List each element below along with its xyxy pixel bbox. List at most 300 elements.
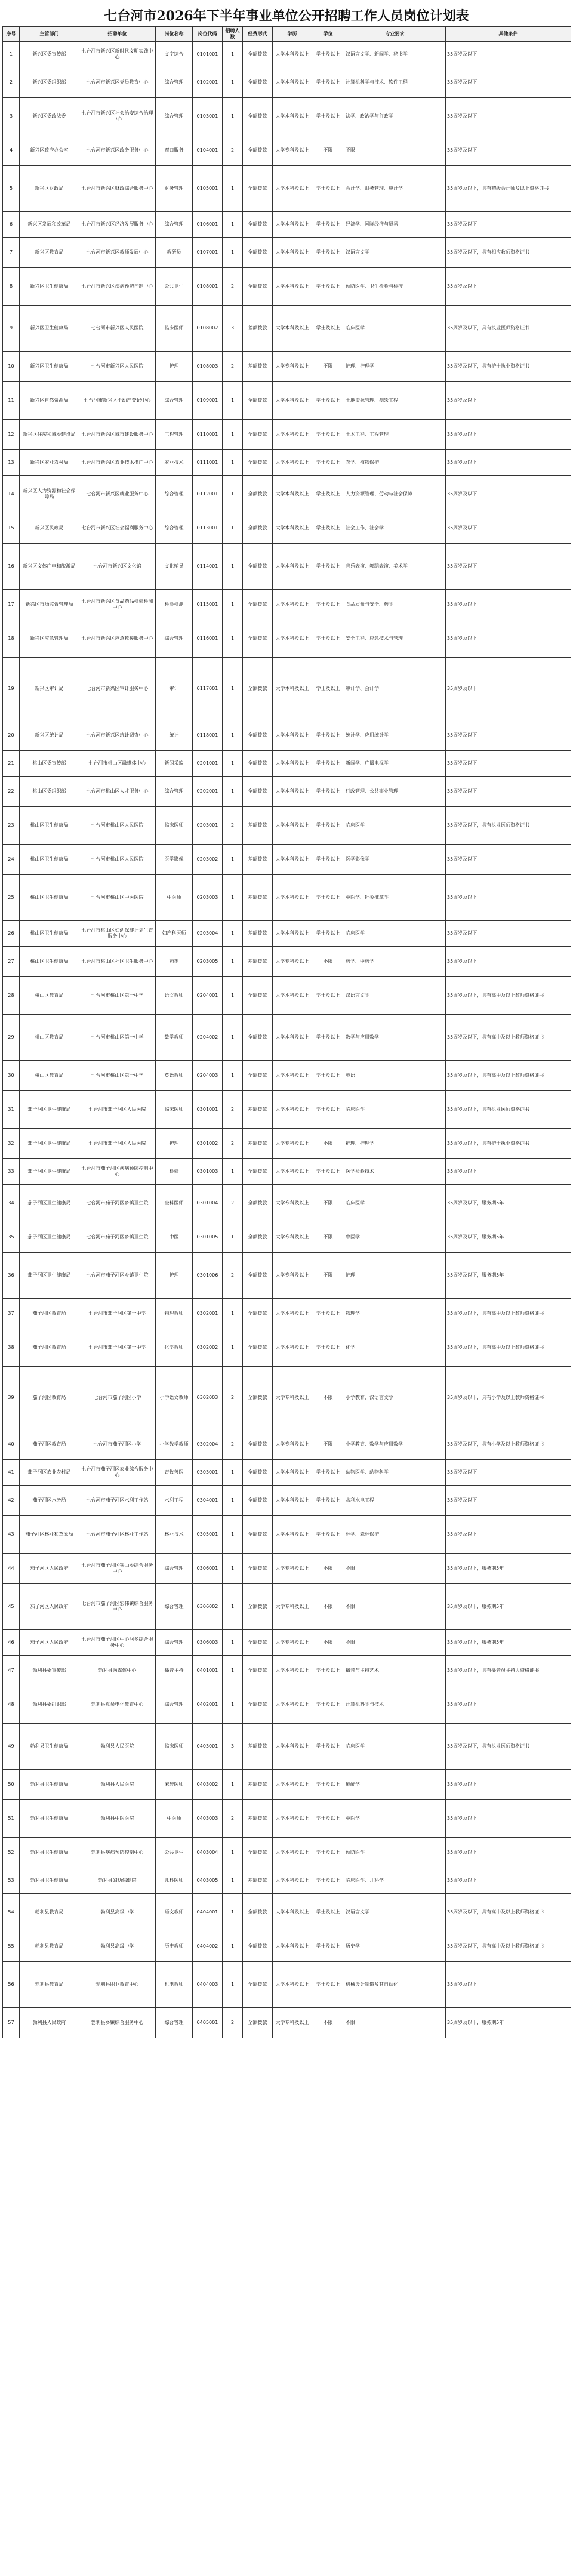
col-unit-cell: 七台河市新兴区疾病预防控制中心 — [79, 268, 156, 306]
col-unit-cell: 七台河市茄子河区宏伟镇综合服务中心 — [79, 1584, 156, 1630]
col-department-cell: 茄子河区卫生健康局 — [20, 1222, 79, 1253]
col-position-cell: 综合管理 — [156, 777, 193, 807]
col-other-cell: 35周岁及以下，具有小学及以上教师资格证书 — [446, 1367, 571, 1429]
col-department-cell: 茄子河区水务局 — [20, 1486, 79, 1516]
col-education-cell: 大学本科及以上 — [273, 67, 312, 98]
col-unit-cell: 七台河市新兴区新时代文明实践中心 — [79, 42, 156, 67]
col-index-cell: 42 — [3, 1486, 20, 1516]
col-unit-cell: 七台河市新兴区社会福利服务中心 — [79, 513, 156, 544]
col-education-cell: 大学专科及以上 — [273, 1630, 312, 1656]
col-index-cell: 29 — [3, 1015, 20, 1061]
col-education-cell: 大学本科及以上 — [273, 382, 312, 420]
col-degree-cell: 学士及以上 — [312, 620, 344, 658]
col-count-cell: 2 — [223, 1800, 243, 1838]
col-department-cell: 新兴区委宣传部 — [20, 42, 79, 67]
col-code-cell: 0403004 — [193, 1838, 223, 1868]
col-degree-cell: 学士及以上 — [312, 1061, 344, 1091]
col-index-cell: 1 — [3, 42, 20, 67]
col-position-cell: 文字综合 — [156, 42, 193, 67]
col-count-cell: 1 — [223, 212, 243, 238]
col-index-cell: 39 — [3, 1367, 20, 1429]
col-code-cell: 0203003 — [193, 875, 223, 921]
col-unit-cell: 七台河市新兴区财政综合服务中心 — [79, 166, 156, 212]
col-department-cell: 勃利县委组织部 — [20, 1686, 79, 1724]
col-unit-cell: 七台河市桃山区人民医院 — [79, 845, 156, 875]
table-row — [3, 352, 571, 382]
col-other-cell: 35周岁及以下 — [446, 67, 571, 98]
col-major-cell: 临床医学 — [344, 306, 446, 352]
col-degree-cell: 学士及以上 — [312, 1894, 344, 1931]
col-code-cell: 0306003 — [193, 1630, 223, 1656]
col-code-cell: 0104001 — [193, 135, 223, 166]
col-position-cell: 护理 — [156, 1129, 193, 1159]
col-department-cell: 桃山区卫生健康局 — [20, 921, 79, 947]
col-code-cell: 0105001 — [193, 166, 223, 212]
col-index-cell: 15 — [3, 513, 20, 544]
col-code-cell: 0305001 — [193, 1516, 223, 1554]
col-code-cell: 0301006 — [193, 1253, 223, 1299]
col-degree-cell: 学士及以上 — [312, 1460, 344, 1486]
col-position-cell: 综合管理 — [156, 1686, 193, 1724]
col-funding-cell: 全额拨款 — [243, 977, 273, 1015]
table-row — [3, 1630, 571, 1656]
col-major-cell: 中医学、针灸推拿学 — [344, 875, 446, 921]
col-other-cell: 35周岁及以下 — [446, 42, 571, 67]
col-major-cell: 临床医学、儿科学 — [344, 1868, 446, 1894]
col-education-cell: 大学本科及以上 — [273, 977, 312, 1015]
col-education-cell: 大学本科及以上 — [273, 1159, 312, 1185]
col-major-cell: 小学教育、汉语言文学 — [344, 1367, 446, 1429]
col-index-cell: 34 — [3, 1185, 20, 1222]
col-education-cell: 大学本科及以上 — [273, 1460, 312, 1486]
col-department-cell: 勃利县卫生健康局 — [20, 1868, 79, 1894]
col-count-cell: 1 — [223, 1838, 243, 1868]
col-code-cell: 0302003 — [193, 1367, 223, 1429]
col-funding-cell: 全额拨款 — [243, 98, 273, 135]
table-row — [3, 1460, 571, 1486]
col-index-cell: 20 — [3, 720, 20, 751]
col-education-cell: 大学本科及以上 — [273, 1656, 312, 1686]
col-other-cell: 35周岁及以下，具有初级会计师及以上资格证书 — [446, 166, 571, 212]
col-position-cell: 综合管理 — [156, 2008, 193, 2038]
col-degree-cell: 学士及以上 — [312, 544, 344, 590]
table-row — [3, 1486, 571, 1516]
col-index-cell: 48 — [3, 1686, 20, 1724]
col-education-cell: 大学本科及以上 — [273, 590, 312, 620]
col-funding-cell: 全额拨款 — [243, 1516, 273, 1554]
col-unit-cell: 勃利县人民医院 — [79, 1724, 156, 1770]
col-index-header: 序号 — [3, 27, 20, 42]
col-count-cell: 1 — [223, 1931, 243, 1962]
col-position-cell: 综合管理 — [156, 513, 193, 544]
col-count-cell: 1 — [223, 476, 243, 513]
col-unit-cell: 勃利县融媒体中心 — [79, 1656, 156, 1686]
col-department-cell: 茄子河区卫生健康局 — [20, 1159, 79, 1185]
col-degree-cell: 学士及以上 — [312, 268, 344, 306]
col-position-cell: 小学语文教师 — [156, 1367, 193, 1429]
col-unit-cell: 七台河市茄子河区铁山乡综合服务中心 — [79, 1554, 156, 1584]
col-education-cell: 大学本科及以上 — [273, 1686, 312, 1724]
col-major-cell: 临床医学 — [344, 1091, 446, 1129]
col-other-cell: 35周岁及以下 — [446, 658, 571, 720]
col-education-cell: 大学本科及以上 — [273, 921, 312, 947]
table-row — [3, 1962, 571, 2008]
col-funding-cell: 全额拨款 — [243, 1630, 273, 1656]
col-unit-cell: 七台河市桃山区第一中学 — [79, 1061, 156, 1091]
col-department-cell: 勃利县卫生健康局 — [20, 1724, 79, 1770]
col-count-cell: 2 — [223, 807, 243, 845]
col-degree-cell: 学士及以上 — [312, 1931, 344, 1962]
col-major-cell: 播音与主持艺术 — [344, 1656, 446, 1686]
col-department-cell: 勃利县卫生健康局 — [20, 1800, 79, 1838]
col-other-cell: 35周岁及以下，具有高中及以上教师资格证书 — [446, 1931, 571, 1962]
col-position-cell: 全科医师 — [156, 1185, 193, 1222]
col-other-cell: 35周岁及以下 — [446, 476, 571, 513]
table-row — [3, 620, 571, 658]
col-education-cell: 大学本科及以上 — [273, 306, 312, 352]
table-row — [3, 658, 571, 720]
col-education-cell: 大学本科及以上 — [273, 476, 312, 513]
col-other-cell: 35周岁及以下 — [446, 420, 571, 450]
col-code-cell: 0204001 — [193, 977, 223, 1015]
col-funding-cell: 全额拨款 — [243, 1894, 273, 1931]
table-row — [3, 1656, 571, 1686]
col-position-cell: 综合管理 — [156, 620, 193, 658]
col-degree-cell: 学士及以上 — [312, 977, 344, 1015]
col-education-cell: 大学本科及以上 — [273, 751, 312, 777]
col-position-cell: 护理 — [156, 1253, 193, 1299]
table-row — [3, 1770, 571, 1800]
col-major-cell: 物理学 — [344, 1299, 446, 1329]
col-major-cell: 不限 — [344, 1630, 446, 1656]
col-major-cell: 中医学 — [344, 1800, 446, 1838]
col-unit-cell: 勃利县职业教育中心 — [79, 1962, 156, 2008]
col-index-cell: 6 — [3, 212, 20, 238]
table-row — [3, 1800, 571, 1838]
col-position-cell: 临床医师 — [156, 1091, 193, 1129]
col-major-cell: 汉语言文学、新闻学、秘书学 — [344, 42, 446, 67]
col-major-cell: 历史学 — [344, 1931, 446, 1962]
col-index-cell: 13 — [3, 450, 20, 476]
col-education-cell: 大学专科及以上 — [273, 947, 312, 977]
col-education-cell: 大学本科及以上 — [273, 268, 312, 306]
col-code-cell: 0203002 — [193, 845, 223, 875]
col-code-cell: 0302004 — [193, 1429, 223, 1460]
col-other-cell: 35周岁及以下 — [446, 1770, 571, 1800]
col-other-cell: 35周岁及以下 — [446, 590, 571, 620]
col-major-cell: 动物医学、动物科学 — [344, 1460, 446, 1486]
table-row — [3, 420, 571, 450]
table-row — [3, 42, 571, 67]
col-other-cell: 35周岁及以下，具有高中及以上教师资格证书 — [446, 977, 571, 1015]
table-row — [3, 1185, 571, 1222]
col-degree-header: 学位 — [312, 27, 344, 42]
col-code-cell: 0301002 — [193, 1129, 223, 1159]
col-major-cell: 不限 — [344, 135, 446, 166]
col-funding-cell: 差额拨款 — [243, 1724, 273, 1770]
col-major-cell: 社会工作、社会学 — [344, 513, 446, 544]
col-code-cell: 0403002 — [193, 1770, 223, 1800]
col-index-cell: 40 — [3, 1429, 20, 1460]
col-education-cell: 大学本科及以上 — [273, 875, 312, 921]
col-education-cell: 大学本科及以上 — [273, 1329, 312, 1367]
col-major-cell: 新闻学、广播电视学 — [344, 751, 446, 777]
col-major-cell: 法学、政治学与行政学 — [344, 98, 446, 135]
col-index-cell: 24 — [3, 845, 20, 875]
col-index-cell: 22 — [3, 777, 20, 807]
col-degree-cell: 不限 — [312, 1367, 344, 1429]
col-count-cell: 1 — [223, 98, 243, 135]
col-position-cell: 检验检测 — [156, 590, 193, 620]
col-index-cell: 12 — [3, 420, 20, 450]
col-other-cell: 35周岁及以下，具有高中及以上教师资格证书 — [446, 1299, 571, 1329]
col-count-cell: 1 — [223, 720, 243, 751]
col-department-cell: 新兴区文体广电和旅游局 — [20, 544, 79, 590]
col-code-cell: 0103001 — [193, 98, 223, 135]
col-education-cell: 大学本科及以上 — [273, 807, 312, 845]
col-unit-cell: 七台河市茄子河区乡镇卫生院 — [79, 1222, 156, 1253]
col-department-cell: 茄子河区教育局 — [20, 1429, 79, 1460]
col-code-cell: 0304001 — [193, 1486, 223, 1516]
col-major-cell: 汉语言文学 — [344, 977, 446, 1015]
col-unit-cell: 勃利县高级中学 — [79, 1894, 156, 1931]
col-department-cell: 新兴区人力资源和社会保障局 — [20, 476, 79, 513]
col-department-cell: 勃利县教育局 — [20, 1962, 79, 2008]
table-row — [3, 1222, 571, 1253]
col-major-cell: 土地资源管理、测绘工程 — [344, 382, 446, 420]
col-count-cell: 1 — [223, 1962, 243, 2008]
table-row — [3, 450, 571, 476]
col-department-cell: 勃利县教育局 — [20, 1931, 79, 1962]
col-position-cell: 妇产科医师 — [156, 921, 193, 947]
table-row — [3, 513, 571, 544]
col-index-cell: 10 — [3, 352, 20, 382]
col-code-cell: 0204002 — [193, 1015, 223, 1061]
col-funding-cell: 全额拨款 — [243, 450, 273, 476]
col-count-cell: 1 — [223, 777, 243, 807]
col-unit-cell: 七台河市新兴区不动产登记中心 — [79, 382, 156, 420]
table-row — [3, 98, 571, 135]
col-department-cell: 茄子河区教育局 — [20, 1367, 79, 1429]
col-code-cell: 0112001 — [193, 476, 223, 513]
col-unit-header: 招聘单位 — [79, 27, 156, 42]
col-unit-cell: 七台河市新兴区人民医院 — [79, 306, 156, 352]
col-major-cell: 汉语言文学 — [344, 1894, 446, 1931]
col-major-cell: 音乐表演、舞蹈表演、美术学 — [344, 544, 446, 590]
col-unit-cell: 七台河市茄子河区疾病预防控制中心 — [79, 1159, 156, 1185]
col-department-cell: 新兴区委组织部 — [20, 67, 79, 98]
col-education-cell: 大学专科及以上 — [273, 1129, 312, 1159]
table-row — [3, 1429, 571, 1460]
col-funding-cell: 全额拨款 — [243, 1554, 273, 1584]
col-major-cell: 护理 — [344, 1253, 446, 1299]
col-funding-cell: 全额拨款 — [243, 1367, 273, 1429]
col-funding-cell: 全额拨款 — [243, 212, 273, 238]
col-funding-cell: 差额拨款 — [243, 845, 273, 875]
col-degree-cell: 学士及以上 — [312, 1656, 344, 1686]
col-funding-cell: 差额拨款 — [243, 352, 273, 382]
col-education-cell: 大学本科及以上 — [273, 166, 312, 212]
col-education-header: 学历 — [273, 27, 312, 42]
col-major-cell: 审计学、会计学 — [344, 658, 446, 720]
col-position-cell: 综合管理 — [156, 1630, 193, 1656]
col-position-cell: 综合管理 — [156, 67, 193, 98]
col-index-cell: 36 — [3, 1253, 20, 1299]
col-code-cell: 0403005 — [193, 1868, 223, 1894]
col-code-cell: 0301001 — [193, 1091, 223, 1129]
col-code-cell: 0404003 — [193, 1962, 223, 2008]
col-funding-cell: 差额拨款 — [243, 1868, 273, 1894]
col-position-cell: 中医师 — [156, 1800, 193, 1838]
col-count-cell: 2 — [223, 1185, 243, 1222]
col-code-cell: 0306002 — [193, 1584, 223, 1630]
table-row — [3, 306, 571, 352]
col-degree-cell: 学士及以上 — [312, 845, 344, 875]
col-count-cell: 1 — [223, 947, 243, 977]
col-count-cell: 1 — [223, 845, 243, 875]
col-major-cell: 林学、森林保护 — [344, 1516, 446, 1554]
col-department-cell: 茄子河区卫生健康局 — [20, 1253, 79, 1299]
col-funding-cell: 全额拨款 — [243, 1838, 273, 1868]
col-major-cell: 小学教育、数学与应用数学 — [344, 1429, 446, 1460]
col-funding-cell: 全额拨款 — [243, 1429, 273, 1460]
col-code-cell: 0113001 — [193, 513, 223, 544]
col-major-cell: 临床医学 — [344, 921, 446, 947]
col-index-cell: 54 — [3, 1894, 20, 1931]
col-other-cell: 35周岁及以下，服务期5年 — [446, 1554, 571, 1584]
table-row — [3, 1931, 571, 1962]
col-unit-cell: 七台河市新兴区政务服务中心 — [79, 135, 156, 166]
col-code-cell: 0108003 — [193, 352, 223, 382]
col-degree-cell: 不限 — [312, 1554, 344, 1584]
table-row — [3, 1015, 571, 1061]
col-count-cell: 2 — [223, 268, 243, 306]
col-index-cell: 5 — [3, 166, 20, 212]
col-code-cell: 0302002 — [193, 1329, 223, 1367]
col-other-cell: 35周岁及以下，具有高中及以上教师资格证书 — [446, 1894, 571, 1931]
col-education-cell: 大学专科及以上 — [273, 352, 312, 382]
col-code-cell: 0202001 — [193, 777, 223, 807]
col-code-cell: 0203001 — [193, 807, 223, 845]
col-education-cell: 大学专科及以上 — [273, 1554, 312, 1584]
col-unit-cell: 七台河市桃山区第一中学 — [79, 977, 156, 1015]
table-row — [3, 1367, 571, 1429]
col-count-cell: 1 — [223, 1329, 243, 1367]
col-other-cell: 35周岁及以下 — [446, 1159, 571, 1185]
col-unit-cell: 七台河市新兴区应急救援服务中心 — [79, 620, 156, 658]
col-index-cell: 43 — [3, 1516, 20, 1554]
col-count-cell: 1 — [223, 1656, 243, 1686]
col-index-cell: 27 — [3, 947, 20, 977]
col-code-cell: 0404001 — [193, 1894, 223, 1931]
col-index-cell: 28 — [3, 977, 20, 1015]
col-other-cell: 35周岁及以下 — [446, 450, 571, 476]
col-degree-cell: 学士及以上 — [312, 590, 344, 620]
recruitment-table — [2, 26, 571, 2038]
col-code-cell: 0117001 — [193, 658, 223, 720]
col-index-cell: 4 — [3, 135, 20, 166]
col-funding-cell: 全额拨款 — [243, 513, 273, 544]
col-position-cell: 检验 — [156, 1159, 193, 1185]
table-row — [3, 1686, 571, 1724]
col-index-cell: 51 — [3, 1800, 20, 1838]
col-other-cell: 35周岁及以下，具有执业医师资格证书 — [446, 306, 571, 352]
col-major-cell: 行政管理、公共事业管理 — [344, 777, 446, 807]
col-funding-cell: 差额拨款 — [243, 1129, 273, 1159]
col-department-cell: 新兴区自然资源局 — [20, 382, 79, 420]
table-row — [3, 1329, 571, 1367]
col-count-cell: 1 — [223, 1770, 243, 1800]
col-unit-cell: 七台河市桃山区中医医院 — [79, 875, 156, 921]
col-department-cell: 茄子河区人民政府 — [20, 1630, 79, 1656]
col-other-cell: 35周岁及以下 — [446, 620, 571, 658]
col-code-cell: 0403001 — [193, 1724, 223, 1770]
col-major-cell: 药学、中药学 — [344, 947, 446, 977]
col-index-cell: 17 — [3, 590, 20, 620]
col-department-cell: 新兴区市场监督管理局 — [20, 590, 79, 620]
table-row — [3, 1838, 571, 1868]
col-degree-cell: 学士及以上 — [312, 807, 344, 845]
table-row — [3, 2008, 571, 2038]
col-department-cell: 茄子河区人民政府 — [20, 1554, 79, 1584]
col-unit-cell: 七台河市新兴区农业技术推广中心 — [79, 450, 156, 476]
col-unit-cell: 七台河市新兴区社会治安综合治理中心 — [79, 98, 156, 135]
table-row — [3, 1584, 571, 1630]
col-degree-cell: 不限 — [312, 947, 344, 977]
col-department-cell: 新兴区民政局 — [20, 513, 79, 544]
col-education-cell: 大学本科及以上 — [273, 544, 312, 590]
col-education-cell: 大学专科及以上 — [273, 1185, 312, 1222]
col-count-cell: 1 — [223, 921, 243, 947]
col-major-cell: 中医学 — [344, 1222, 446, 1253]
col-index-cell: 57 — [3, 2008, 20, 2038]
col-other-header: 其他条件 — [446, 27, 571, 42]
col-count-cell: 2 — [223, 2008, 243, 2038]
col-degree-cell: 学士及以上 — [312, 420, 344, 450]
col-other-cell: 35周岁及以下，具有播音员主持人资格证书 — [446, 1656, 571, 1686]
col-major-cell: 经济学、国际经济与贸易 — [344, 212, 446, 238]
col-position-cell: 林业技术 — [156, 1516, 193, 1554]
col-department-cell: 桃山区教育局 — [20, 1061, 79, 1091]
col-count-cell: 2 — [223, 1429, 243, 1460]
col-department-cell: 桃山区教育局 — [20, 1015, 79, 1061]
col-index-cell: 44 — [3, 1554, 20, 1584]
col-funding-cell: 差额拨款 — [243, 1800, 273, 1838]
col-unit-cell: 七台河市桃山区人才服务中心 — [79, 777, 156, 807]
col-position-cell: 英语教师 — [156, 1061, 193, 1091]
col-degree-cell: 不限 — [312, 2008, 344, 2038]
table-row — [3, 67, 571, 98]
col-unit-cell: 勃利县人民医院 — [79, 1770, 156, 1800]
col-funding-cell: 全额拨款 — [243, 2008, 273, 2038]
col-funding-cell: 全额拨款 — [243, 1185, 273, 1222]
col-unit-cell: 七台河市茄子河区乡镇卫生院 — [79, 1253, 156, 1299]
col-other-cell: 35周岁及以下，具有小学及以上教师资格证书 — [446, 1429, 571, 1460]
col-code-cell: 0107001 — [193, 238, 223, 268]
col-education-cell: 大学本科及以上 — [273, 1800, 312, 1838]
col-department-cell: 新兴区政府办公室 — [20, 135, 79, 166]
col-unit-cell: 七台河市茄子河区人民医院 — [79, 1091, 156, 1129]
col-degree-cell: 学士及以上 — [312, 1800, 344, 1838]
col-count-cell: 3 — [223, 306, 243, 352]
col-major-cell: 临床医学 — [344, 807, 446, 845]
table-row — [3, 1516, 571, 1554]
col-degree-cell: 学士及以上 — [312, 306, 344, 352]
col-funding-cell: 全额拨款 — [243, 1584, 273, 1630]
col-position-cell: 语文教师 — [156, 1894, 193, 1931]
col-position-cell: 综合管理 — [156, 212, 193, 238]
col-code-cell: 0114001 — [193, 544, 223, 590]
